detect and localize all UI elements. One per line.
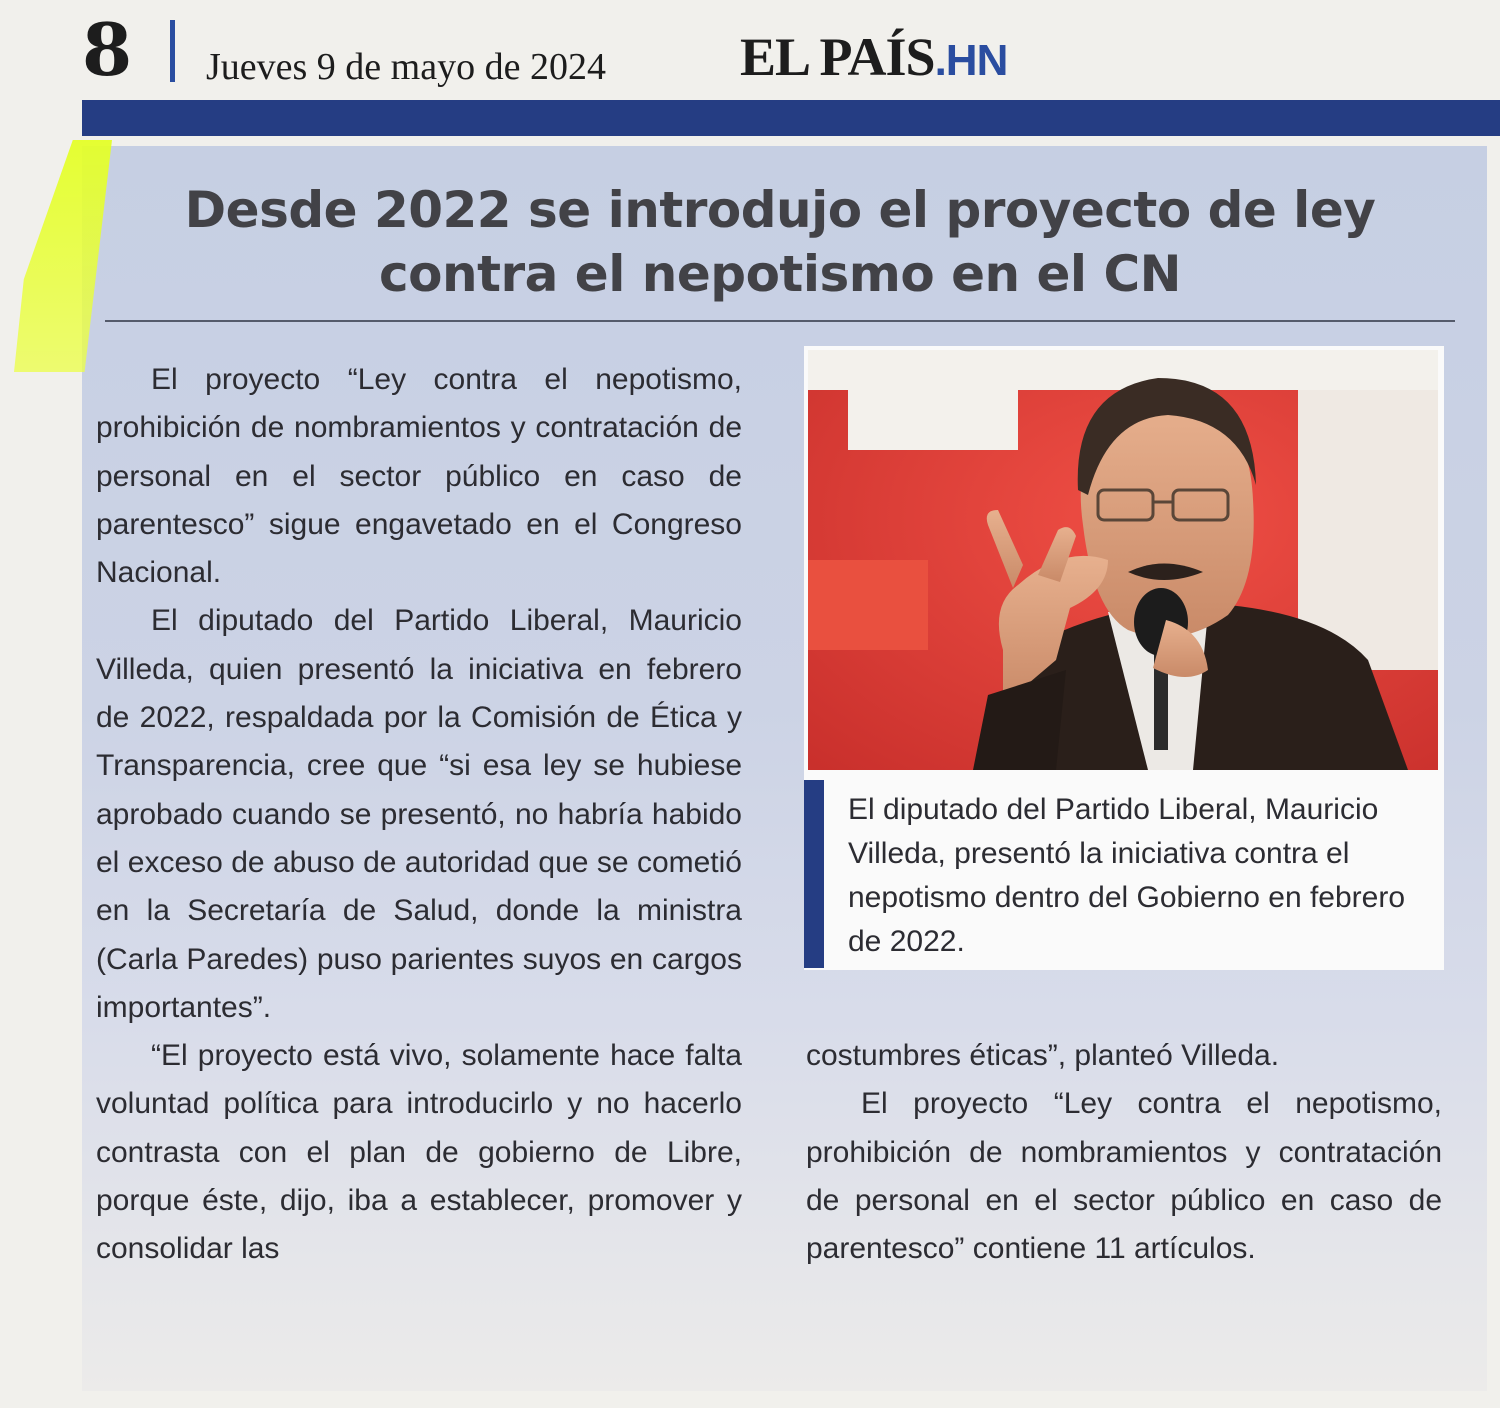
paragraph: El proyecto “Ley contra el nepotismo, prohibición de nombramientos y contratación de personal en el sector público en caso de parentesco” sigue engavetado en el Congreso Nacional.: [96, 363, 742, 590]
newspaper-logo: [740, 27, 1008, 87]
article-photo: [808, 350, 1438, 770]
paragraph: El diputado del Partido Liberal, Mauricio Villeda, quien presentó la iniciativa en febrero de 2022, respaldada por la Comisión de Ética y Transparencia, cree que “si esa ley se hubiese aprobado cuando se presentó, no habría habido el exceso de abuso de autoridad que se cometió en la Secretaría de Salud, donde la ministra (Carla Paredes) puso parientes suyos en cargos importantes”.: [96, 604, 742, 1024]
paragraph: costumbres éticas”, planteó Villeda.: [806, 1039, 1280, 1072]
article-column-right: [806, 1032, 1442, 1273]
paragraph: El proyecto “Ley contra el nepotismo, prohibición de nombramientos y contratación de personal en el sector público en caso de parentesco” contiene 11 artículos.: [806, 1087, 1442, 1266]
headline: [100, 178, 1460, 306]
headline-line-1: Desde 2022 se introdujo el proyecto de ley: [184, 181, 1376, 239]
paragraph: “El proyecto está vivo, solamente hace falta voluntad política para introducirlo y no hacerlo contrasta con el plan de gobierno de Libre, porque éste, dijo, iba a establecer, promover y consolidar las: [96, 1039, 742, 1266]
photo-caption: El diputado del Partido Liberal, Mauricio Villeda, presentó la iniciativa contra el nepotismo dentro del Gobierno en febrero de 2022.: [848, 793, 1406, 958]
header-bar: [82, 100, 1500, 136]
article-column-left: [96, 356, 742, 1274]
speaker-photo-illustration: [808, 350, 1438, 770]
header-date: Jueves 9 de mayo de 2024: [206, 46, 606, 88]
headline-rule: [105, 320, 1455, 322]
headline-line-2: contra el nepotismo en el CN: [379, 245, 1181, 303]
logo-suffix: .HN: [934, 36, 1008, 85]
caption-accent-bar: [804, 780, 824, 968]
logo-name: EL PAÍS: [740, 27, 935, 87]
page-number: 8: [82, 7, 133, 92]
header-divider: [170, 20, 175, 82]
